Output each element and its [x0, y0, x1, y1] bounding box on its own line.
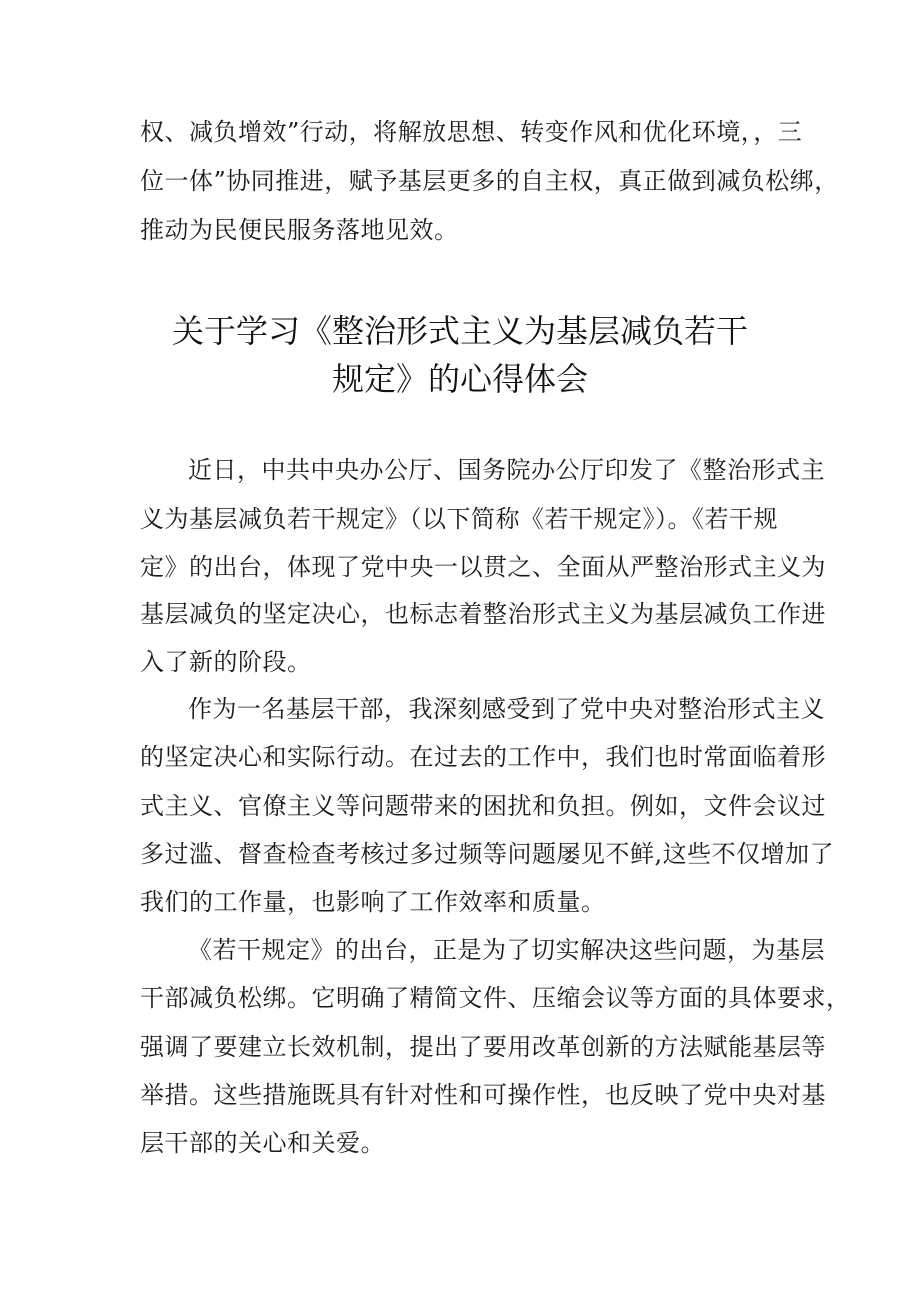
- intro-line: 位一体”协同推进，赋予基层更多的自主权，真正做到减负松绑，: [140, 167, 839, 195]
- paragraph-1-line: 基层减负的坚定决心，也标志着整治形式主义为基层减负工作进: [140, 600, 826, 628]
- paragraph-3-line: 举措。这些措施既具有针对性和可操作性，也反映了党中央对基: [140, 1081, 826, 1109]
- paragraph-2-line: 作为一名基层干部，我深刻感受到了党中央对整治形式主义: [188, 695, 825, 723]
- paragraph-1-line: 义为基层减负若干规定》（以下简称《若干规定》）。《若干规: [140, 505, 778, 533]
- intro-line: 推动为民便民服务落地见效。: [140, 216, 459, 244]
- paragraph-2-line: 多过滥、督查检查考核过多过频等问题屡见不鲜,这些不仅增加了: [140, 840, 835, 868]
- paragraph-2-line: 式主义、官僚主义等问题带来的困扰和负担。例如，文件会议过: [140, 792, 826, 820]
- paragraph-3-line: 强调了要建立长效机制，提出了要用改革创新的方法赋能基层等: [140, 1033, 826, 1061]
- paragraph-2-line: 我们的工作量，也影响了工作效率和质量。: [140, 888, 606, 916]
- paragraph-2-line: 的坚定决心和实际行动。在过去的工作中，我们也时常面临着形: [140, 743, 826, 771]
- paragraph-3-line: 层干部的关心和关爱。: [140, 1129, 385, 1157]
- paragraph-1-line: 定》的出台，体现了党中央一以贯之、全面从严整治形式主义为: [140, 553, 826, 581]
- paragraph-3-line: 《若干规定》的出台，正是为了切实解决这些问题，为基层: [188, 936, 825, 964]
- paragraph-1-line: 入了新的阶段。: [140, 648, 312, 676]
- paragraph-3-line: 干部减负松绑。它明确了精简文件、压缩会议等方面的具体要求，: [140, 984, 851, 1012]
- intro-line: 权、减负增效”行动，将解放思想、转变作风和优化环境，，三: [140, 118, 803, 146]
- paragraph-1-line: 近日，中共中央办公厅、国务院办公厅印发了《整治形式主: [188, 456, 825, 484]
- document-title-line-1: 关于学习《整治形式主义为基层减负若干: [171, 312, 748, 350]
- document-title-line-2: 规定》的心得体会: [331, 360, 588, 398]
